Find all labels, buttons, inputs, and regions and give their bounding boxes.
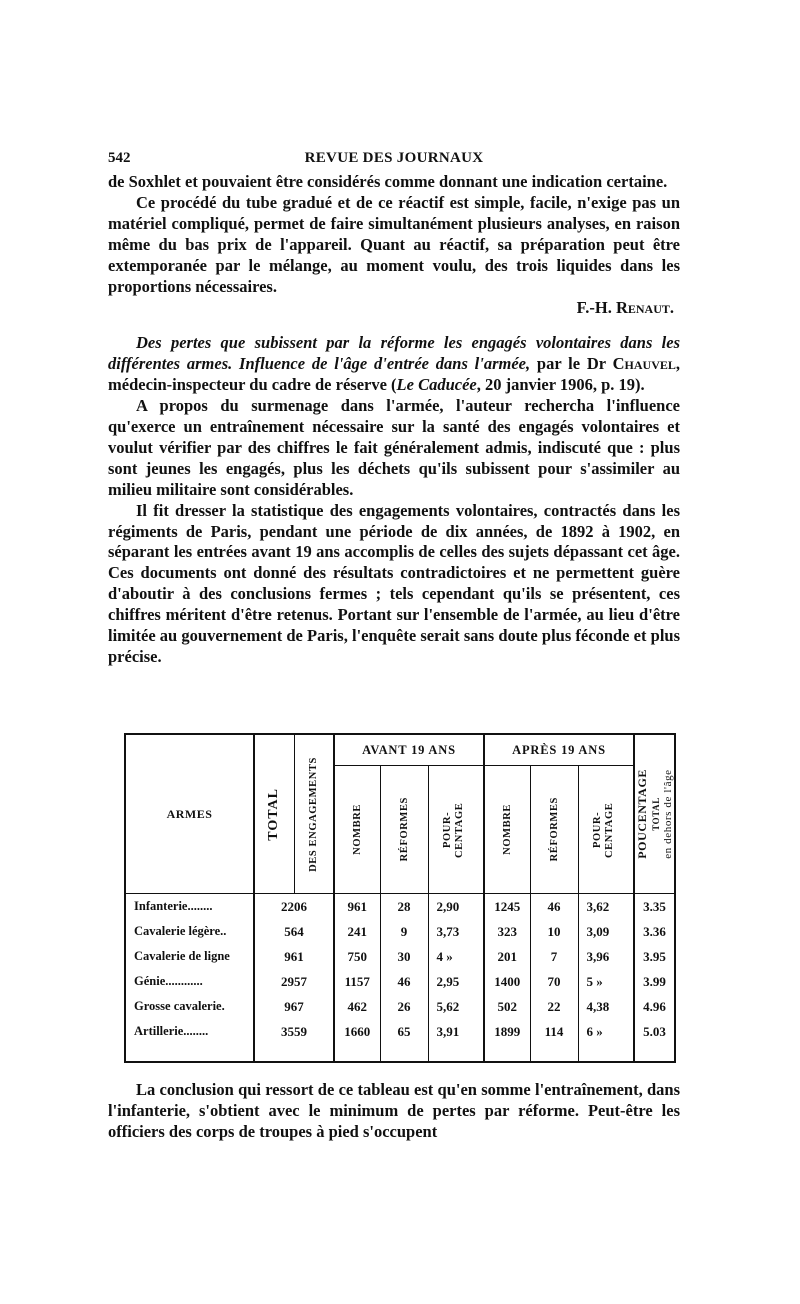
cell-ap-pct: 3,09 [578, 919, 634, 944]
cell-arme: Infanterie........ [134, 899, 213, 913]
paragraph: A propos du surmenage dans l'armée, l'auteur recherchа l'influence qu'exerce un entraînement nécessaire sur la santé des engagés volontaires et voulut vérifier par des chiffres le fait généralement admis, indiscuté que : plus sont jeunes les engagés, plus les déchets qu'ils subissent pour s'assimiler au milieu militaire sont considérables. [108, 396, 680, 499]
cell-pct-total: 3.99 [634, 969, 674, 994]
statistics-table [126, 735, 674, 1061]
header-avant-nombre: NOMBRE [334, 766, 380, 894]
cell-av-reformes: 9 [380, 919, 428, 944]
cell-av-reformes: 30 [380, 944, 428, 969]
cell-ap-pct: 3,62 [578, 894, 634, 920]
cell-ap-pct: 3,96 [578, 944, 634, 969]
table-row [126, 969, 674, 994]
cell-arme: Génie............ [134, 974, 203, 988]
header-avant-19-ans: AVANT 19 ANS [334, 735, 484, 766]
author-name: Chauvel [612, 354, 676, 374]
cell-total: 967 [254, 994, 334, 1019]
header-apres-reformes: RÉFORMES [530, 766, 578, 894]
header-pourcentage-total: POUCENTAGE TOTAL en dehors de l'âge [634, 735, 674, 894]
cell-pct-total: 3.35 [634, 894, 674, 920]
header-des-engagements: DES ENGAGEMENTS [294, 735, 334, 894]
table-row [126, 1019, 674, 1044]
closing-text [108, 1080, 680, 1143]
cell-av-pct: 2,95 [428, 969, 484, 994]
cell-total: 3559 [254, 1019, 334, 1044]
cell-av-reformes: 26 [380, 994, 428, 1019]
running-header [108, 150, 680, 172]
running-title: REVUE DES JOURNAUX [304, 150, 484, 166]
header-avant-pourcentage: POUR-CENTAGE [428, 766, 484, 894]
article-title: Des pertes que subissent par la réforme les engagés volontaires dans les différentes armes. Influence de l'âge d'entrée dans l'armée, [108, 333, 680, 374]
cell-ap-reformes: 22 [530, 994, 578, 1019]
cell-ap-nombre: 1899 [484, 1019, 530, 1044]
page-number: 542 [108, 150, 131, 166]
header-armes: ARMES [126, 735, 254, 894]
header-total: TOTAL [254, 735, 294, 894]
cell-ap-nombre: 1245 [484, 894, 530, 920]
header-apres-19-ans: APRÈS 19 ANS [484, 735, 634, 766]
author-title: Dr [586, 354, 606, 374]
header-apres-pourcentage: POUR-CENTAGE [578, 766, 634, 894]
cell-ap-reformes: 114 [530, 1019, 578, 1044]
cell-total: 564 [254, 919, 334, 944]
table-row [126, 944, 674, 969]
cell-pct-total: 3.36 [634, 919, 674, 944]
cell-pct-total: 4.96 [634, 994, 674, 1019]
header-apres-nombre: NOMBRE [484, 766, 530, 894]
cell-ap-pct: 4,38 [578, 994, 634, 1019]
cell-pct-total: 3.95 [634, 944, 674, 969]
cell-arme: Artillerie........ [134, 1024, 209, 1038]
cell-av-pct: 3,91 [428, 1019, 484, 1044]
cell-av-pct: 3,73 [428, 919, 484, 944]
table-row [126, 919, 674, 944]
cell-ap-nombre: 1400 [484, 969, 530, 994]
page-content [108, 150, 680, 668]
signature: F.-H. Renaut. [576, 298, 674, 318]
cell-av-nombre: 1157 [334, 969, 380, 994]
paragraph-continuation: de Soxhlet et pouvaient être considérés comme donnant une indication certaine. [108, 172, 668, 191]
cell-av-nombre: 241 [334, 919, 380, 944]
cell-ap-nombre: 323 [484, 919, 530, 944]
cell-ap-nombre: 201 [484, 944, 530, 969]
cell-av-nombre: 1660 [334, 1019, 380, 1044]
statistics-table-frame [124, 733, 676, 1063]
cell-av-reformes: 28 [380, 894, 428, 920]
cell-total: 961 [254, 944, 334, 969]
body-text [108, 172, 680, 668]
cell-av-reformes: 46 [380, 969, 428, 994]
header-avant-reformes: RÉFORMES [380, 766, 428, 894]
cell-ap-nombre: 502 [484, 994, 530, 1019]
table-row [126, 894, 674, 920]
cell-av-pct: 2,90 [428, 894, 484, 920]
cell-av-pct: 5,62 [428, 994, 484, 1019]
cell-arme: Cavalerie de ligne [134, 949, 230, 963]
cell-ap-pct: 5 » [578, 969, 634, 994]
cell-total: 2206 [254, 894, 334, 920]
article-heading: Des pertes que subissent par la réforme les engagés volontaires dans les différentes armes. Influence de l'âge d'entrée dans l'armée, par le Dr Chauvel, médecin-inspecteur du cadre de réserve (Le Caducée, 20 janvier 1906, p. 19). [108, 333, 680, 395]
cell-arme: Grosse cavalerie. [134, 999, 225, 1013]
cell-ap-reformes: 46 [530, 894, 578, 920]
paragraph: La conclusion qui ressort de ce tableau est qu'en somme l'entraînement, dans l'infanterie, s'obtient avec le minimum de pertes par réforme. Peut-être les officiers des corps de troupes à pied s'occupent [108, 1080, 680, 1141]
cell-ap-pct: 6 » [578, 1019, 634, 1044]
paragraph: Ce procédé du tube gradué et de ce réactif est simple, facile, n'exige pas un matériel compliqué, permet de faire simultanément plusieurs analyses, en raison même du bas prix de l'appareil. Quant au réactif, sa préparation peut être extemporanée par le mélange, au moment voulu, des trois liquides dans les proportions nécessaires. [108, 192, 680, 296]
cell-total: 2957 [254, 969, 334, 994]
source-journal: Le Caducée [396, 375, 477, 395]
cell-ap-reformes: 70 [530, 969, 578, 994]
cell-av-pct: 4 » [428, 944, 484, 969]
cell-pct-total: 5.03 [634, 1019, 674, 1044]
paragraph: Il fit dresser la statistique des engagements volontaires, contractés dans les régiments de Paris, pendant une période de dix années, de 1892 à 1902, en séparant les entrées avant 19 ans accomplis de celles des sujets dépassant cet âge. Ces documents ont donné des résultats contradictoires et ne permettent guère d'aboutir à des conclusions fermes ; tels cependant qu'ils se présentent, ces chiffres méritent d'être retenus. Portant sur l'ensemble de l'armée, au lieu d'être limitée au gouvernement de Paris, l'enquête serait sans doute plus féconde et plus précise. [108, 500, 680, 666]
cell-ap-reformes: 7 [530, 944, 578, 969]
cell-av-nombre: 462 [334, 994, 380, 1019]
cell-av-nombre: 961 [334, 894, 380, 920]
cell-av-nombre: 750 [334, 944, 380, 969]
table-row [126, 994, 674, 1019]
cell-arme: Cavalerie légère.. [134, 924, 227, 938]
cell-ap-reformes: 10 [530, 919, 578, 944]
cell-av-reformes: 65 [380, 1019, 428, 1044]
